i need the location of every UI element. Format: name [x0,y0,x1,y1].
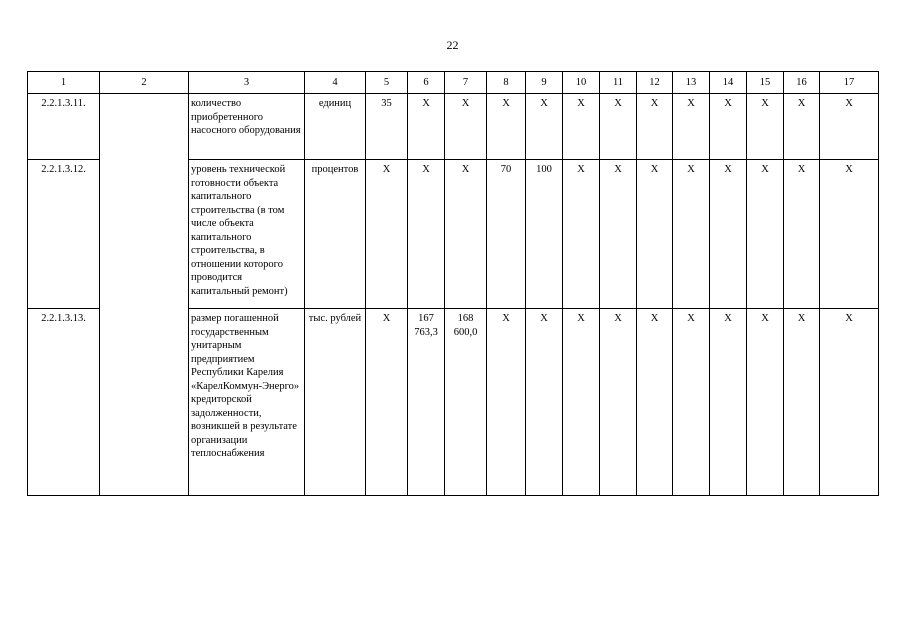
column-header: 14 [710,72,747,94]
indicator-text: уровень технической готовности объекта капитального строительства (в том числе объекта капитального строительства, в отношении которого проводится капитальный ремонт) [189,160,305,309]
value-cell: X [747,94,784,160]
value-cell: X [784,94,820,160]
value-cell: X [710,309,747,496]
value-cell: X [600,94,637,160]
unit-cell: тыс. рублей [305,309,366,496]
column-header: 9 [526,72,563,94]
column-header: 12 [637,72,673,94]
value-cell: X [600,309,637,496]
unit-cell: единиц [305,94,366,160]
value-cell: 168 600,0 [445,309,487,496]
column-header: 2 [100,72,189,94]
row-code: 2.2.1.3.13. [28,309,100,496]
value-cell: X [820,160,879,309]
value-cell: X [445,94,487,160]
column-header: 3 [189,72,305,94]
indicator-text: количество приобретенного насосного оборудования [189,94,305,160]
value-cell: X [408,94,445,160]
value-cell: X [673,160,710,309]
value-cell: X [710,160,747,309]
value-cell: X [673,94,710,160]
value-cell: 35 [366,94,408,160]
value-cell: X [820,94,879,160]
value-cell: X [487,309,526,496]
table-row [28,94,879,160]
value-cell: X [784,160,820,309]
row-code: 2.2.1.3.12. [28,160,100,309]
value-cell: X [784,309,820,496]
column-header: 1 [28,72,100,94]
column-header: 4 [305,72,366,94]
value-cell: X [366,309,408,496]
value-cell: X [710,94,747,160]
column-header: 15 [747,72,784,94]
column-header: 7 [445,72,487,94]
value-cell: X [637,160,673,309]
value-cell: 100 [526,160,563,309]
data-table [27,71,879,496]
header-row [28,72,879,94]
value-cell: X [563,94,600,160]
value-cell: X [408,160,445,309]
column-header: 11 [600,72,637,94]
value-cell: X [563,309,600,496]
unit-cell: процентов [305,160,366,309]
column-header: 6 [408,72,445,94]
value-cell: X [445,160,487,309]
merged-empty-cell [100,94,189,496]
column-header: 10 [563,72,600,94]
value-cell: X [526,94,563,160]
column-header: 17 [820,72,879,94]
value-cell: X [820,309,879,496]
value-cell: X [637,309,673,496]
value-cell: X [487,94,526,160]
value-cell: X [747,309,784,496]
value-cell: X [366,160,408,309]
value-cell: X [747,160,784,309]
column-header: 13 [673,72,710,94]
column-header: 16 [784,72,820,94]
value-cell: X [673,309,710,496]
column-header: 5 [366,72,408,94]
value-cell: X [563,160,600,309]
page-number: 22 [446,38,459,52]
value-cell: X [600,160,637,309]
indicator-text: размер погашенной государственным унитарным предприятием Республики Карелия «КарелКоммун-Энерго» кредиторской задолженности, возникшей в результате организации теплоснабжения [189,309,305,496]
value-cell: X [637,94,673,160]
value-cell: 167 763,3 [408,309,445,496]
value-cell: X [526,309,563,496]
column-header: 8 [487,72,526,94]
row-code: 2.2.1.3.11. [28,94,100,160]
value-cell: 70 [487,160,526,309]
